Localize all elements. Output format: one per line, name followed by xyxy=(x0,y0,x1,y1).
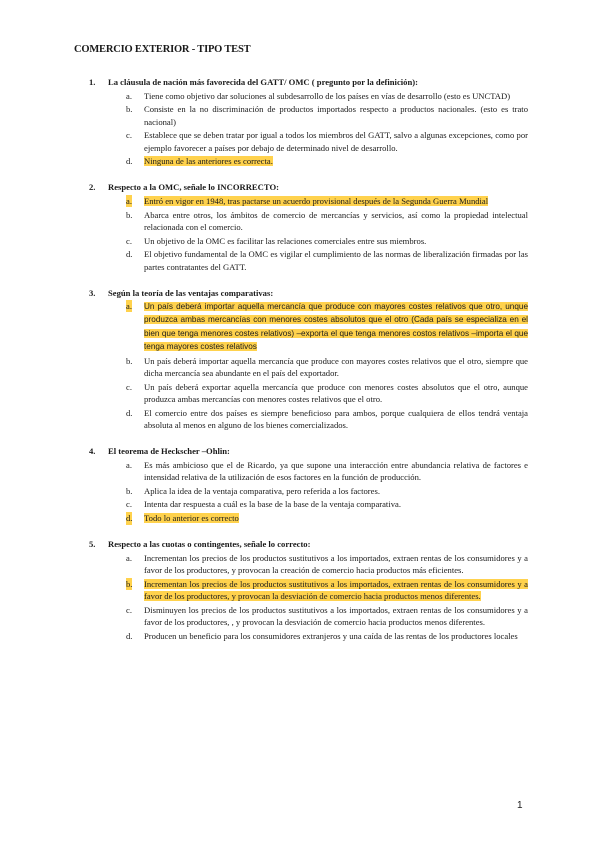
option-c xyxy=(0,235,600,247)
option-text: El comercio entre dos países es siempre beneficioso para ambos, porque cualquiera de ellos tendrá ventaja absoluta al menos en alguno de los bienes comercializados. xyxy=(144,407,528,431)
option-text: Un país deberá exportar aquella mercancía que produce con menores costes absolutos que el otro, aunque produzca ambas mercancías con menores costes relativos que el otro. xyxy=(144,381,528,405)
option-letter: a. xyxy=(126,195,132,206)
question-number: 1. xyxy=(89,77,96,87)
option-letter: d. xyxy=(126,513,133,524)
option-letter: c. xyxy=(126,499,132,510)
option-letter: c. xyxy=(126,604,132,615)
option-text: El objetivo fundamental de la OMC es vigilar el cumplimiento de las normas de liberalización firmadas por las partes contratantes del GATT. xyxy=(144,249,528,272)
question-1 xyxy=(0,76,600,168)
option-letter: a. xyxy=(126,90,132,101)
option-text: Un objetivo de la OMC es facilitar las relaciones comerciales entre sus miembros. xyxy=(144,235,427,246)
option-text: Un país deberá importar aquella mercancía que produce con mayores costes relativos que el otro, siempre que dicha mercancía sea abundante en el país del exportador. xyxy=(144,355,528,379)
question-number: 2. xyxy=(89,182,96,193)
option-letter: d. xyxy=(126,249,133,260)
option-b-highlighted xyxy=(0,578,600,603)
option-letter: b. xyxy=(126,485,133,496)
option-text: Incrementan los precios de los productos sustitutivos a los importados, extraen rentas de los consumidores y a favor de los productores, y provocan la desviación de comercio hacia productos menos diferentes. xyxy=(144,578,528,601)
option-b xyxy=(0,103,600,128)
option-d xyxy=(0,407,600,432)
option-text: Tiene como objetivo dar soluciones al subdesarrollo de los países en vías de desarrollo (esto es UNCTAD) xyxy=(144,90,511,101)
option-letter: c. xyxy=(126,130,132,141)
question-number: 3. xyxy=(89,287,96,298)
option-letter: b. xyxy=(126,355,133,366)
option-text: Es más ambicioso que el de Ricardo, ya que supone una interacción entre abundancia relativa de factores e intensidad relativa de la utilización de esos factores en la función de producción. xyxy=(144,459,528,482)
option-letter: c. xyxy=(126,381,132,392)
option-letter: d. xyxy=(126,630,133,641)
option-text: Aplica la idea de la ventaja comparativa, pero referida a los factores. xyxy=(144,485,380,496)
option-a xyxy=(0,90,600,102)
question-2 xyxy=(0,181,600,273)
question-header xyxy=(0,181,600,193)
option-letter: c. xyxy=(126,235,132,246)
option-b xyxy=(0,355,600,380)
option-b xyxy=(0,485,600,497)
option-text: Un país deberá importar aquella mercancía que produce con mayores costes relativos que otro, unque produzca ambas mercancías con menores costes absolutos que el otro (Cada país se especializa en el bien que tenga menores costes relativos) –exporta el que tenga menores costos relativos –importa el que tenga mayores costes relativos xyxy=(144,302,528,351)
document-title: COMERCIO EXTERIOR - TIPO TEST xyxy=(74,44,251,55)
option-c xyxy=(0,381,600,406)
option-letter: a. xyxy=(126,552,132,563)
question-header xyxy=(0,287,600,299)
question-text: La cláusula de nación más favorecida del GATT/ OMC ( pregunto por la definición): xyxy=(108,77,418,87)
option-a-highlighted xyxy=(0,195,600,207)
option-text: Consiste en la no discriminación de productos importados respecto a productos nacionales. (esto es trato nacional) xyxy=(144,104,528,127)
option-c xyxy=(0,129,600,154)
option-letter: b. xyxy=(126,104,133,115)
option-c xyxy=(0,604,600,629)
option-text: Ninguna de las anteriores es correcta. xyxy=(144,156,273,167)
question-number: 4. xyxy=(89,446,96,457)
option-a-highlighted xyxy=(0,300,600,353)
question-header xyxy=(0,538,600,550)
option-text: Establece que se deben tratar por igual a todos los miembros del GATT, salvo a algunas excepciones, como por ejemplo favorecer a países por debajo de determinado nivel de desarrollo. xyxy=(144,130,528,153)
option-d-highlighted xyxy=(0,512,600,524)
question-text: El teorema de Heckscher –Ohlin: xyxy=(108,446,230,457)
question-text: Respecto a las cuotas o contingentes, señale lo correcto: xyxy=(108,539,311,550)
option-letter: a. xyxy=(126,301,132,312)
option-letter: b. xyxy=(126,578,133,589)
question-4 xyxy=(0,445,600,524)
option-text: Todo lo anterior es correcto xyxy=(144,513,239,524)
question-list xyxy=(0,76,600,656)
option-a xyxy=(0,552,600,577)
option-d xyxy=(0,248,600,273)
option-text: Entró en vigor en 1948, tras pactarse un acuerdo provisional después de la Segunda Guerra Mundial xyxy=(144,195,489,206)
option-letter: d. xyxy=(126,156,133,167)
option-letter: b. xyxy=(126,209,133,220)
option-d xyxy=(0,630,600,642)
question-header xyxy=(0,445,600,457)
page-number: 1 xyxy=(517,800,523,811)
question-3 xyxy=(0,287,600,432)
question-header xyxy=(0,76,600,88)
option-b xyxy=(0,209,600,234)
option-letter: d. xyxy=(126,407,133,418)
option-text: Incrementan los precios de los productos sustitutivos a los importados, extraen rentas de los consumidores y a favor de los productores, y provocan la creación de comercio hacia productos más eficientes. xyxy=(144,552,528,575)
option-c xyxy=(0,498,600,510)
question-text: Respecto a la OMC, señale lo INCORRECTO: xyxy=(108,182,279,193)
option-letter: a. xyxy=(126,459,132,470)
option-text: Intenta dar respuesta a cuál es la base de la base de la ventaja comparativa. xyxy=(144,499,401,510)
option-text: Abarca entre otros, los ámbitos de comercio de mercancías y servicios, así como la propiedad intelectual relacionada con el comercio. xyxy=(144,209,528,232)
question-number: 5. xyxy=(89,539,96,550)
question-text: Según la teoría de las ventajas comparativas: xyxy=(108,287,274,298)
question-5 xyxy=(0,538,600,642)
option-d-highlighted xyxy=(0,155,600,167)
option-text: Disminuyen los precios de los productos sustitutivos a los importados, extraen rentas de los consumidores y a favor de los productores, , y provocan la desviación de comercio hacia productos menos diferentes. xyxy=(144,604,528,627)
option-text: Producen un beneficio para los consumidores extranjeros y una caída de las rentas de los productores locales xyxy=(144,630,518,641)
option-a xyxy=(0,459,600,484)
